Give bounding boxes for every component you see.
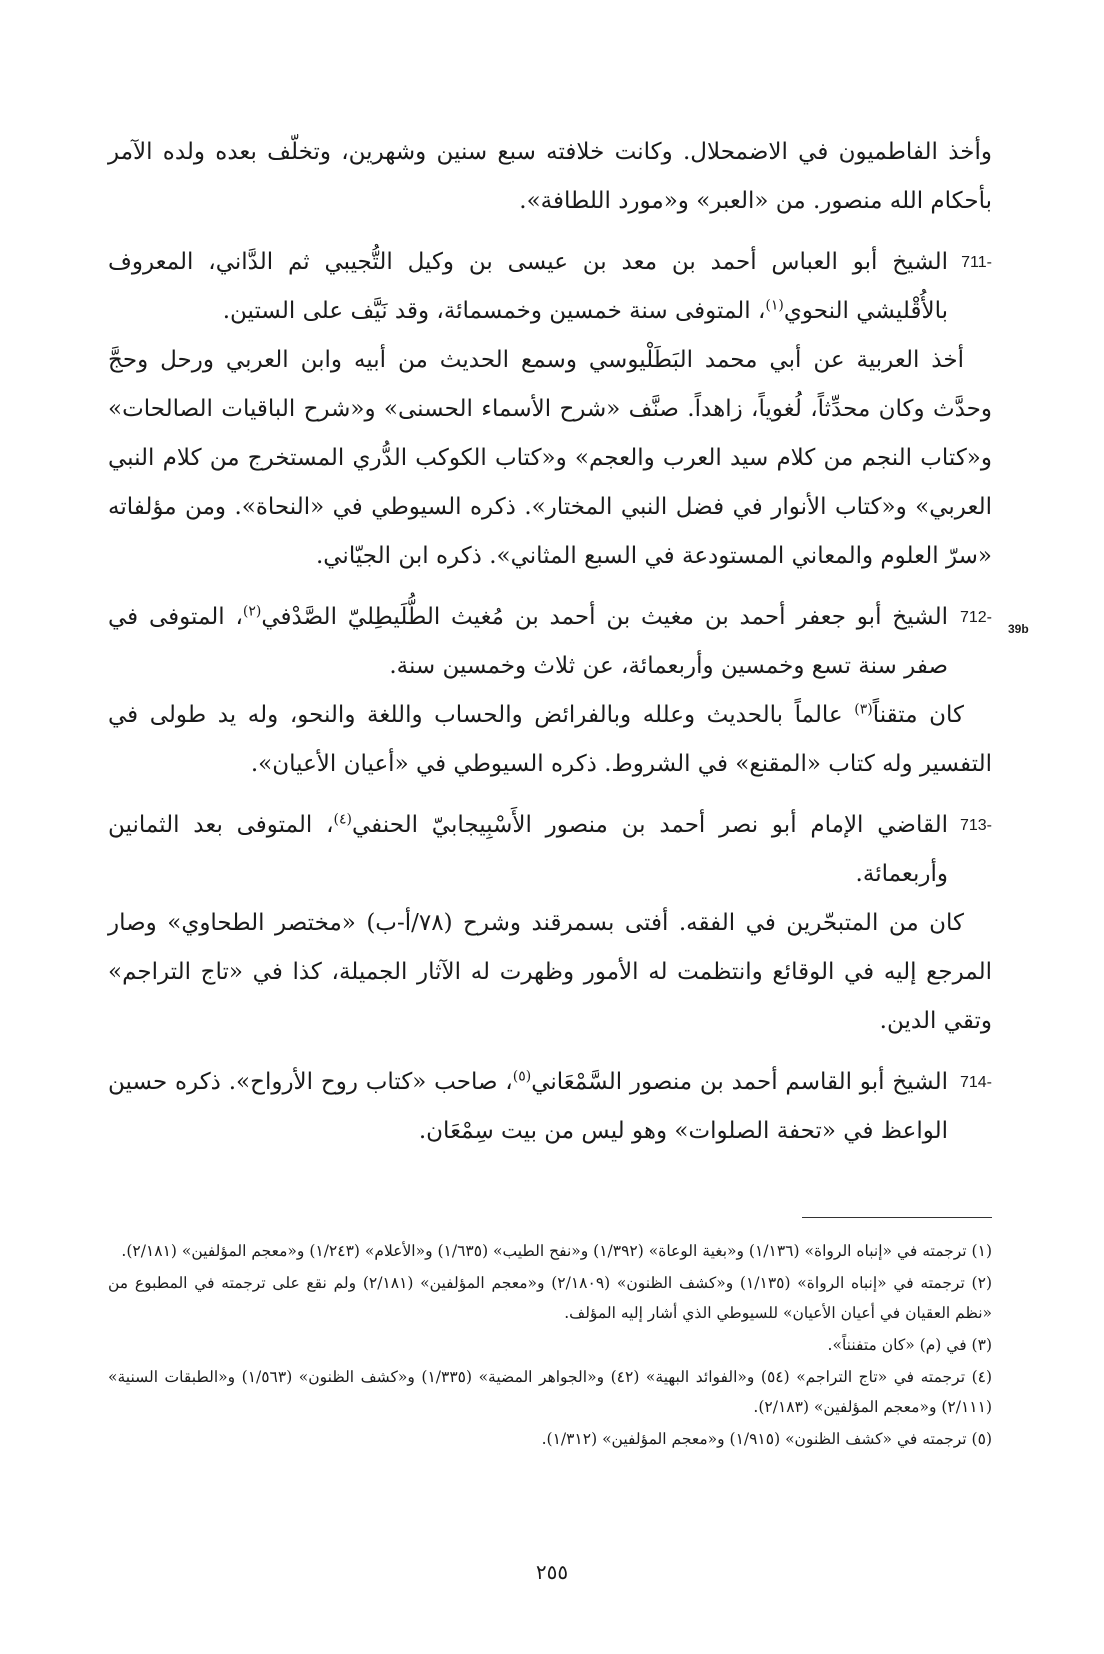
footnote-text: ترجمته في «تاج التراجم» (٥٤) و«الفوائد البهية» (٤٢) و«الجواهر المضية» (١/٣٣٥) و«كشف الظنون» (١/٥٦٣) و«الطبقات السنية» (٢/١١١) و«معجم المؤلفين» (٢/١٨٣). xyxy=(108,1368,992,1416)
entry-711-body: أخذ العربية عن أبي محمد البَطَلْيوسي وسمع الحديث من أبيه وابن العربي ورحل وحجَّ وحدَّث وكان محدِّثاً، لُغوياً، زاهداً. صنَّف «شرح الأسماء الحسنى» و«شرح الباقيات الصالحات» و«كتاب النجم من كلام سيد العرب والعجم» و«كتاب الكوكب الدُّري المستخرج من كلام النبي العربي» و«كتاب الأنوار في فضل النبي المختار». ذكره السيوطي في «النحاة». ومن مؤلفاته «سرّ العلوم والمعاني المستودعة في السبع المثاني». ذكره ابن الجيّاني. xyxy=(108,347,992,569)
entry-number: 711- xyxy=(961,254,992,271)
footnote-1 xyxy=(108,1236,992,1266)
footnote-text: ترجمته في «إنباه الرواة» (١/١٣٥) و«كشف الظنون» (٢/١٨٠٩) و«معجم المؤلفين» (٢/١٨١) ولم نقع على ترجمته في المطبوع من «نظم العقيان في أعيان الأعيان» للسيوطي الذي أشار إليه المؤلف. xyxy=(108,1274,992,1322)
manuscript-folio-marker: 39b xyxy=(1008,622,1029,636)
entry-713-heading xyxy=(108,801,992,899)
entry-712-heading xyxy=(108,593,992,691)
entry-number: 713- xyxy=(959,817,992,834)
entry-712-body xyxy=(108,691,992,789)
entry-heading-text: ، صاحب «كتاب روح الأرواح». ذكره حسين الواعظ في «تحفة الصلوات» وهو ليس من بيت سِمْعَان. xyxy=(108,1069,948,1144)
footnote-mark: (٣) xyxy=(971,1336,992,1354)
footnote-ref[interactable]: (٢) xyxy=(242,603,262,620)
entry-713-body: كان من المتبحّرين في الفقه. أفتى بسمرقند وشرح (٧٨/أ-ب) «مختصر الطحاوي» وصار المرجع إليه في الوقائع وانتظمت له الأمور وظهرت له الآثار الجميلة، كذا في «تاج التراجم» وتقي الدين. xyxy=(108,910,992,1034)
entry-heading-text: ، المتوفى سنة خمسين وخمسمائة، وقد نَيَّف على الستين. xyxy=(222,298,766,324)
footnote-2 xyxy=(108,1268,992,1328)
footnote-ref[interactable]: (٣) xyxy=(854,701,873,718)
footnote-5 xyxy=(108,1424,992,1454)
entry-heading-text: ، المتوفى بعد الثمانين وأربعمائة. xyxy=(108,812,948,887)
footnote-mark: (٤) xyxy=(971,1368,993,1386)
main-text xyxy=(108,128,992,1156)
entry-heading-text: القاضي الإمام أبو نصر أحمد بن منصور الأَسْبِيجابيّ الحنفي xyxy=(352,812,948,838)
entry-711-heading xyxy=(108,238,992,336)
footnote-text: ترجمته في «كشف الظنون» (١/٩١٥) و«معجم المؤلفين» (١/٣١٢). xyxy=(541,1430,967,1448)
entry-heading-text: الشيخ أبو جعفر أحمد بن مغيث بن أحمد بن مُغيث الطُّلَيطِليّ الصَّدْفي xyxy=(261,604,948,630)
footnote-text: ترجمته في «إنباه الرواة» (١/١٣٦) و«بغية الوعاة» (١/٣٩٢) و«نفح الطيب» (١/٦٣٥) و«الأعلام» (١/٢٤٣) و«معجم المؤلفين» (٢/١٨١). xyxy=(121,1242,967,1260)
footnote-mark: (٥) xyxy=(971,1430,992,1448)
footnotes xyxy=(108,1236,992,1456)
footnote-separator xyxy=(802,1217,992,1218)
page-number: ٢٥٥ xyxy=(535,1560,569,1584)
entry-number: 714- xyxy=(959,1074,992,1091)
footnote-mark: (١) xyxy=(971,1242,992,1260)
footnote-mark: (٢) xyxy=(971,1274,992,1292)
entry-714-heading xyxy=(108,1058,992,1156)
entry-heading-text: الشيخ أبو العباس أحمد بن معد بن عيسى بن وكيل التُّجيبي ثم الدَّاني، المعروف بالأُقْليشي النحوي xyxy=(108,249,948,324)
entry-body-text: عالماً بالحديث وعلله وبالفرائض والحساب واللغة والنحو، وله يد طولى في التفسير وله كتاب «المقنع» في الشروط. ذكره السيوطي في «أعيان الأعيان». xyxy=(108,702,992,777)
entry-number: 712- xyxy=(959,609,992,626)
footnote-4 xyxy=(108,1362,992,1422)
footnote-ref[interactable]: (٥) xyxy=(512,1068,532,1085)
footnote-ref[interactable]: (٤) xyxy=(333,811,352,828)
entry-body-text: كان متقناً xyxy=(872,702,964,728)
intro-paragraph: وأخذ الفاطميون في الاضمحلال. وكانت خلافته سبع سنين وشهرين، وتخلّف بعده ولده الآمر بأحكام الله منصور. من «العبر» و«مورد اللطافة». xyxy=(108,139,992,214)
footnote-3 xyxy=(108,1330,992,1360)
footnote-ref[interactable]: (١) xyxy=(765,297,784,314)
entry-heading-text: الشيخ أبو القاسم أحمد بن منصور السَّمْعَاني xyxy=(531,1069,948,1095)
footnote-text: في (م) «كان متفنناً». xyxy=(827,1336,967,1354)
entry-heading-text: ، المتوفى في صفر سنة تسع وخمسين وأربعمائة، عن ثلاث وخمسين سنة. xyxy=(108,604,948,679)
